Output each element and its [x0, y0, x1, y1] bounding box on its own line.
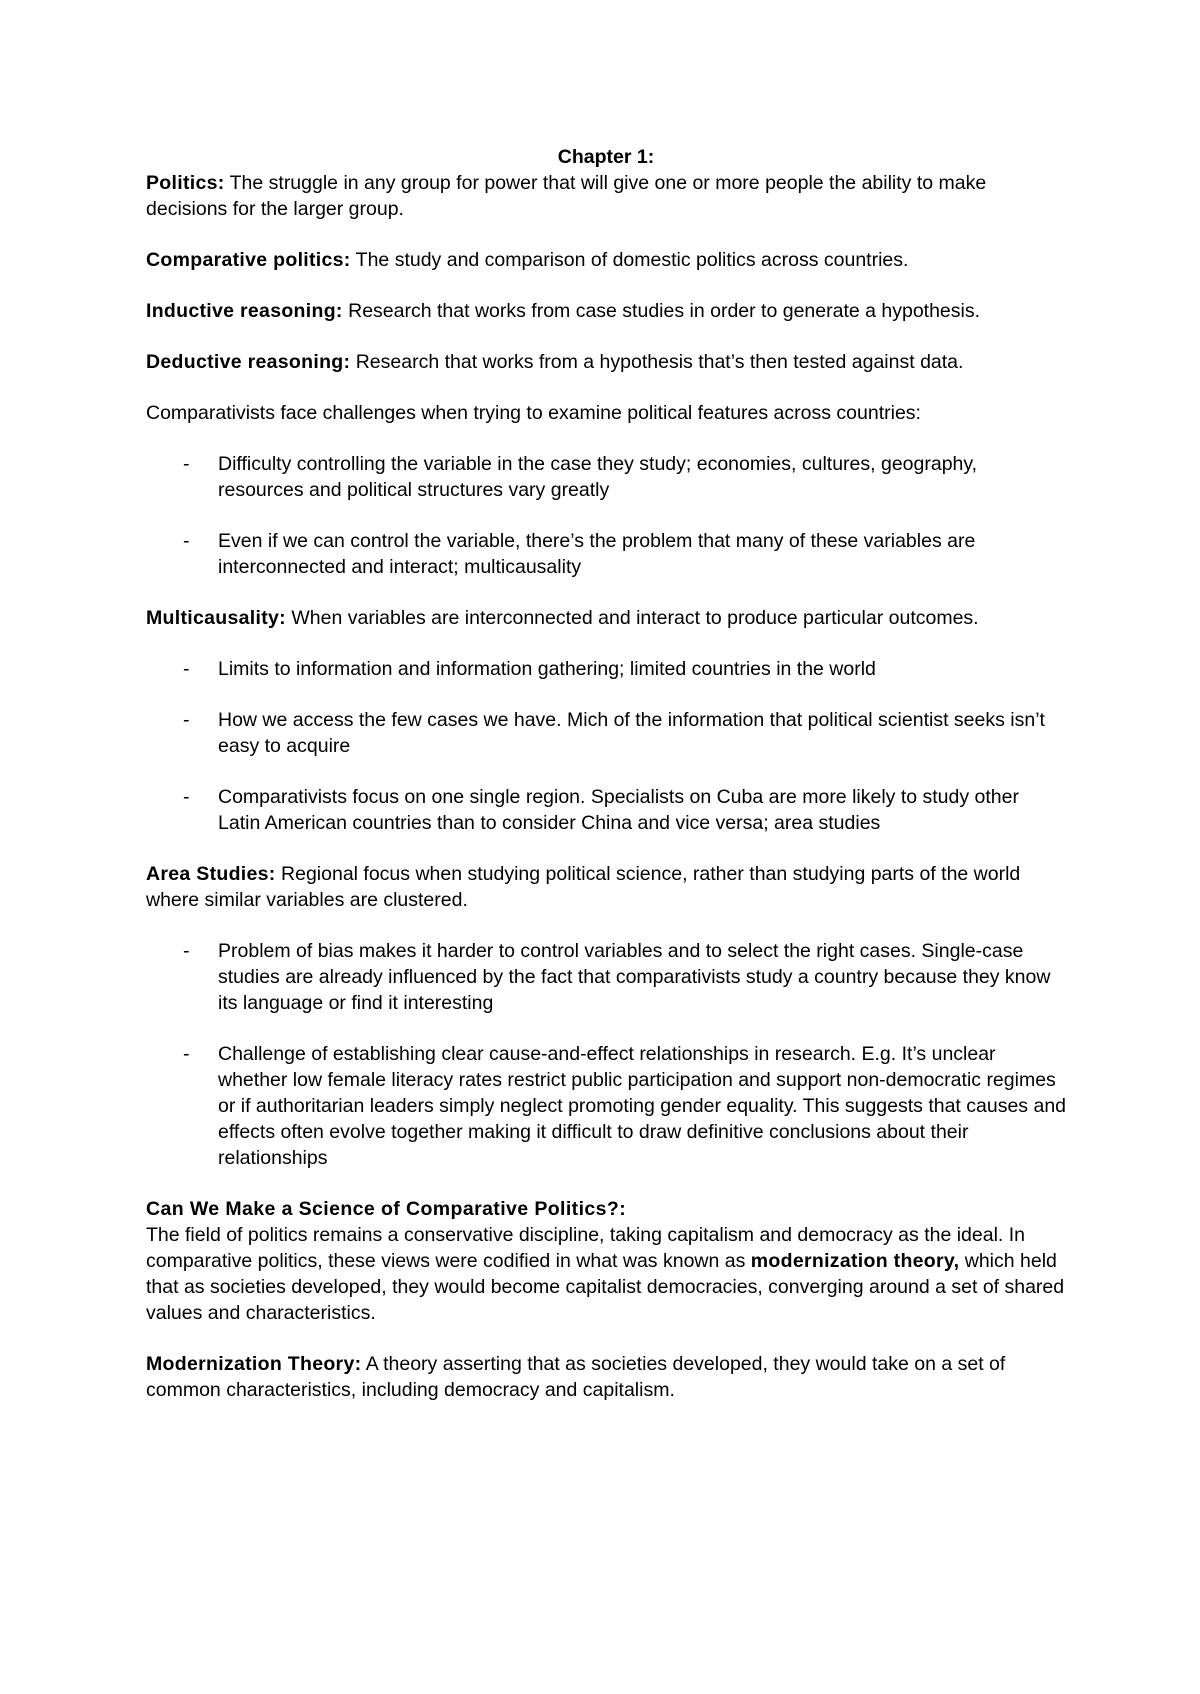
bullet-dash: -: [183, 658, 190, 680]
definition-modernization-theory: [146, 1351, 1066, 1403]
list-item: [146, 656, 1066, 682]
bullet-text: Difficulty controlling the variable in the case they study; economies, cultures, geography, resources and political structures vary greatly: [218, 453, 978, 501]
science-section-body: [146, 1222, 1066, 1326]
term-label: Deductive reasoning:: [146, 351, 351, 373]
bullet-text: Limits to information and information gathering; limited countries in the world: [218, 658, 876, 680]
list-item: [146, 784, 1066, 836]
bullet-dash: -: [183, 709, 190, 731]
definition-text: A theory asserting that as societies developed, they would take on a set of common characteristics, including democracy and capitalism.: [146, 1353, 1006, 1401]
definition-deductive-reasoning: [146, 349, 1066, 375]
bullet-dash: -: [183, 940, 190, 962]
bullet-dash: -: [183, 453, 190, 475]
definition-text: The struggle in any group for power that will give one or more people the ability to make decisions for the larger group.: [146, 172, 987, 220]
definition-multicausality: [146, 605, 1066, 631]
definition-text: The study and comparison of domestic politics across countries.: [350, 249, 909, 271]
term-label: Comparative politics:: [146, 249, 351, 271]
term-label: Multicausality:: [146, 607, 286, 629]
bullet-dash: -: [183, 1043, 190, 1065]
definition-inductive-reasoning: [146, 298, 1066, 324]
definition-text: Regional focus when studying political science, rather than studying parts of the world where similar variables are clustered.: [146, 863, 1021, 911]
bullet-text: Comparativists focus on one single region. Specialists on Cuba are more likely to study other Latin American countries than to consider China and vice versa; area studies: [218, 786, 1019, 834]
challenges-intro: Comparativists face challenges when trying to examine political features across countries:: [146, 402, 921, 424]
chapter-title: Chapter 1:: [557, 146, 655, 168]
body-text: which held that as societies developed, they would become capitalist democracies, converging around a set of shared values and characteristics.: [146, 1250, 1065, 1324]
term-label: Politics:: [146, 172, 225, 194]
definition-text: Research that works from case studies in order to generate a hypothesis.: [342, 300, 981, 322]
list-item: [146, 451, 1066, 503]
section-heading: Can We Make a Science of Comparative Politics?:: [146, 1198, 627, 1220]
bullet-dash: -: [183, 530, 190, 552]
document-page: [146, 144, 1066, 1403]
definition-area-studies: [146, 861, 1066, 913]
term-label: Inductive reasoning:: [146, 300, 343, 322]
bullet-dash: -: [183, 786, 190, 808]
term-label: Modernization Theory:: [146, 1353, 362, 1375]
bullet-text: Problem of bias makes it harder to control variables and to select the right cases. Single-case studies are already influenced by the fact that comparativists study a country because they know its language or find it interesting: [218, 940, 1051, 1014]
bullet-text: Even if we can control the variable, there’s the problem that many of these variables are interconnected and interact; multicausality: [218, 530, 976, 578]
list-item: [146, 1041, 1066, 1171]
definition-comparative-politics: [146, 247, 1066, 273]
definition-text: When variables are interconnected and interact to produce particular outcomes.: [285, 607, 979, 629]
definition-text: Research that works from a hypothesis that’s then tested against data.: [350, 351, 964, 373]
body-text: The field of politics remains a conservative discipline, taking capitalism and democracy as the ideal. In comparative politics, these views were codified in what was known as: [146, 1224, 1026, 1272]
term-label: Area Studies:: [146, 863, 276, 885]
list-item: [146, 528, 1066, 580]
list-item: [146, 707, 1066, 759]
bullet-text: Challenge of establishing clear cause-and-effect relationships in research. E.g. It’s unclear whether low female literacy rates restrict public participation and support non-democratic regimes or if authoritarian leaders simply neglect promoting gender equality. This suggests that causes and effects often evolve together making it difficult to draw definitive conclusions about their relationships: [218, 1043, 1067, 1169]
list-item: [146, 938, 1066, 1016]
definition-politics: [146, 170, 1066, 222]
inline-bold-term: modernization theory,: [750, 1250, 960, 1272]
bullet-text: How we access the few cases we have. Mich of the information that political scientist seeks isn’t easy to acquire: [218, 709, 1045, 757]
